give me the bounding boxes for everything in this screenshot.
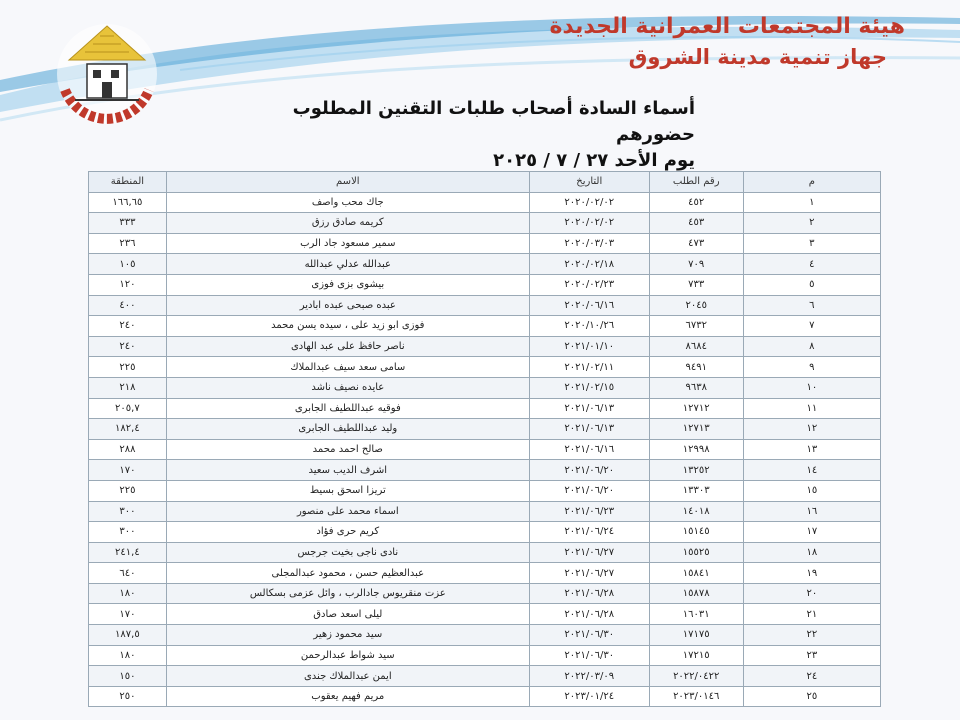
cell-request-number: ١٧٢١٥	[649, 645, 743, 666]
header-date: التاريخ	[529, 172, 649, 193]
cell-date: ٢٠٢١/٠٦/١٣	[529, 419, 649, 440]
cell-name: فوزى ابو زيد على ، سيده يسن محمد	[166, 316, 529, 337]
cell-request-number: ١٦٠٣١	[649, 604, 743, 625]
cell-name: اسماء محمد على منصور	[166, 501, 529, 522]
table-row	[89, 542, 881, 563]
table-row	[89, 336, 881, 357]
cell-serial: ٢١	[743, 604, 880, 625]
cell-area: ١٢٠	[89, 274, 167, 295]
cell-serial: ٨	[743, 336, 880, 357]
cell-serial: ١٩	[743, 563, 880, 584]
cell-date: ٢٠٢٣/٠١/٢٤	[529, 686, 649, 707]
cell-name: صالح احمد محمد	[166, 439, 529, 460]
cell-name: نادى ناجى بخيت جرجس	[166, 542, 529, 563]
table-row	[89, 213, 881, 234]
cell-area: ٢٣٦	[89, 233, 167, 254]
table-row	[89, 583, 881, 604]
cell-serial: ١٠	[743, 377, 880, 398]
cell-serial: ١٣	[743, 439, 880, 460]
cell-serial: ١٢	[743, 419, 880, 440]
cell-date: ٢٠٢١/٠٦/٢٣	[529, 501, 649, 522]
agency-name: جهاز تنمية مدينة الشروق	[628, 45, 887, 69]
cell-area: ٦٤٠	[89, 563, 167, 584]
organization-header	[549, 12, 905, 72]
applicants-table	[88, 171, 881, 707]
cell-name: تريزا اسحق بسيط	[166, 480, 529, 501]
cell-request-number: ١٥١٤٥	[649, 522, 743, 543]
cell-request-number: ٧٣٣	[649, 274, 743, 295]
cell-name: عايده نصيف ناشد	[166, 377, 529, 398]
cell-date: ٢٠٢١/٠٦/٢٧	[529, 542, 649, 563]
cell-serial: ٣	[743, 233, 880, 254]
cell-date: ٢٠٢١/٠٦/٢٠	[529, 480, 649, 501]
cell-serial: ٢	[743, 213, 880, 234]
table-header-row	[89, 172, 881, 193]
cell-date: ٢٠٢٠/٠٣/٠٣	[529, 233, 649, 254]
cell-request-number: ١٢٧١٢	[649, 398, 743, 419]
cell-area: ١٠٥	[89, 254, 167, 275]
cell-date: ٢٠٢١/٠٢/١٥	[529, 377, 649, 398]
cell-name: عبده صبحى عبده ابادير	[166, 295, 529, 316]
cell-area: ٢٠٥,٧	[89, 398, 167, 419]
header-name: الاسم	[166, 172, 529, 193]
cell-name: سمير مسعود جاد الرب	[166, 233, 529, 254]
cell-name: عزت منقريوس جادالرب ، وائل عزمى بسكالس	[166, 583, 529, 604]
cell-serial: ٢٤	[743, 666, 880, 687]
cell-name: جاك محب واصف	[166, 192, 529, 213]
cell-name: سامى سعد سيف عبدالملاك	[166, 357, 529, 378]
cell-name: مريم فهيم يعقوب	[166, 686, 529, 707]
table-row	[89, 460, 881, 481]
cell-date: ٢٠٢٠/٠٢/٠٢	[529, 192, 649, 213]
table-row	[89, 377, 881, 398]
cell-serial: ٤	[743, 254, 880, 275]
cell-serial: ١٥	[743, 480, 880, 501]
table-row	[89, 625, 881, 646]
cell-area: ١٧٠	[89, 604, 167, 625]
cell-serial: ١١	[743, 398, 880, 419]
cell-area: ٣٠٠	[89, 522, 167, 543]
cell-serial: ٩	[743, 357, 880, 378]
cell-request-number: ٩٦٣٨	[649, 377, 743, 398]
cell-date: ٢٠٢١/٠٦/١٣	[529, 398, 649, 419]
table-row	[89, 192, 881, 213]
cell-serial: ٦	[743, 295, 880, 316]
cell-name: فوقيه عبداللطيف الجابرى	[166, 398, 529, 419]
cell-request-number: ١٢٧١٣	[649, 419, 743, 440]
cell-request-number: ١٣٢٥٢	[649, 460, 743, 481]
cell-area: ٤٠٠	[89, 295, 167, 316]
cell-date: ٢٠٢٠/٠٢/١٨	[529, 254, 649, 275]
cell-serial: ٢٣	[743, 645, 880, 666]
cell-area: ١٨٠	[89, 645, 167, 666]
cell-name: كريم حرى فؤاد	[166, 522, 529, 543]
table-row	[89, 439, 881, 460]
cell-area: ٢٢٥	[89, 357, 167, 378]
cell-serial: ١٨	[743, 542, 880, 563]
cell-area: ٢٢٥	[89, 480, 167, 501]
cell-name: ايمن عبدالملاك جندى	[166, 666, 529, 687]
cell-name: عبدالعظيم حسن ، محمود عبدالمجلى	[166, 563, 529, 584]
cell-request-number: ١٥٨٧٨	[649, 583, 743, 604]
table-row	[89, 357, 881, 378]
cell-area: ٣٠٠	[89, 501, 167, 522]
cell-area: ٢٤٠	[89, 316, 167, 337]
cell-name: سيد شواط عبدالرحمن	[166, 645, 529, 666]
table-row	[89, 522, 881, 543]
table-row	[89, 398, 881, 419]
title-date-line: يوم الأحد ٢٧ / ٧ / ٢٠٢٥	[493, 150, 695, 171]
cell-name: سيد محمود زهير	[166, 625, 529, 646]
cell-date: ٢٠٢٠/٠٢/٢٣	[529, 274, 649, 295]
cell-request-number: ٤٧٣	[649, 233, 743, 254]
table-row	[89, 666, 881, 687]
cell-area: ٣٣٣	[89, 213, 167, 234]
cell-serial: ٢٢	[743, 625, 880, 646]
cell-request-number: ١٣٣٠٣	[649, 480, 743, 501]
cell-area: ٢١٨	[89, 377, 167, 398]
cell-area: ١٥٠	[89, 666, 167, 687]
cell-request-number: ١٥٨٤١	[649, 563, 743, 584]
cell-date: ٢٠٢١/٠٦/٣٠	[529, 625, 649, 646]
cell-request-number: ٦٧٣٢	[649, 316, 743, 337]
table-row	[89, 295, 881, 316]
cell-date: ٢٠٢١/٠٦/١٦	[529, 439, 649, 460]
cell-date: ٢٠٢١/٠٦/٣٠	[529, 645, 649, 666]
cell-area: ١٨٢,٤	[89, 419, 167, 440]
header-request-number: رقم الطلب	[649, 172, 743, 193]
cell-area: ٢٤١,٤	[89, 542, 167, 563]
cell-date: ٢٠٢١/٠٦/٢٠	[529, 460, 649, 481]
cell-area: ٢٨٨	[89, 439, 167, 460]
cell-serial: ١٧	[743, 522, 880, 543]
cell-serial: ١٦	[743, 501, 880, 522]
table-row	[89, 254, 881, 275]
cell-name: ليلى اسعد صادق	[166, 604, 529, 625]
cell-date: ٢٠٢٠/١٠/٢٦	[529, 316, 649, 337]
cell-area: ١٨٧,٥	[89, 625, 167, 646]
cell-area: ٢٤٠	[89, 336, 167, 357]
cell-serial: ٧	[743, 316, 880, 337]
cell-date: ٢٠٢٠/٠٢/٠٢	[529, 213, 649, 234]
cell-area: ١٨٠	[89, 583, 167, 604]
table-row	[89, 501, 881, 522]
table-row	[89, 316, 881, 337]
cell-serial: ٢٠	[743, 583, 880, 604]
cell-date: ٢٠٢١/٠١/١٠	[529, 336, 649, 357]
cell-date: ٢٠٢١/٠٦/٢٨	[529, 583, 649, 604]
table-row	[89, 274, 881, 295]
cell-area: ١٦٦,٦٥	[89, 192, 167, 213]
cell-name: اشرف الديب سعيد	[166, 460, 529, 481]
cell-serial: ٢٥	[743, 686, 880, 707]
cell-request-number: ١٤٠١٨	[649, 501, 743, 522]
table-row	[89, 419, 881, 440]
cell-date: ٢٠٢١/٠٦/٢٧	[529, 563, 649, 584]
cell-name: بيشوى بزى فوزى	[166, 274, 529, 295]
cell-request-number: ٧٠٩	[649, 254, 743, 275]
cell-name: وليد عبداللطيف الجابرى	[166, 419, 529, 440]
cell-date: ٢٠٢٢/٠٣/٠٩	[529, 666, 649, 687]
cell-serial: ٥	[743, 274, 880, 295]
table-row	[89, 480, 881, 501]
cell-request-number: ٢٠٢٣/٠١٤٦	[649, 686, 743, 707]
cell-name: كريمه صادق رزق	[166, 213, 529, 234]
cell-request-number: ١٢٩٩٨	[649, 439, 743, 460]
cell-request-number: ٩٤٩١	[649, 357, 743, 378]
authority-logo	[45, 12, 175, 132]
cell-date: ٢٠٢١/٠٢/١١	[529, 357, 649, 378]
document-title	[215, 96, 695, 174]
cell-name: ناصر حافظ على عبد الهادى	[166, 336, 529, 357]
organization-name: هيئة المجتمعات العمرانية الجديدة	[549, 14, 905, 39]
table-row	[89, 645, 881, 666]
cell-date: ٢٠٢١/٠٦/٢٨	[529, 604, 649, 625]
table-row	[89, 563, 881, 584]
cell-serial: ١	[743, 192, 880, 213]
cell-date: ٢٠٢٠/٠٦/١٦	[529, 295, 649, 316]
cell-name: عبدالله عدلي عبدالله	[166, 254, 529, 275]
cell-request-number: ٤٥٢	[649, 192, 743, 213]
title-line: أسماء السادة أصحاب طلبات التقنين المطلوب حضورهم	[292, 98, 695, 145]
cell-request-number: ٤٥٣	[649, 213, 743, 234]
cell-area: ٢٥٠	[89, 686, 167, 707]
table-row	[89, 686, 881, 707]
header-area: المنطقة	[89, 172, 167, 193]
cell-request-number: ٢٠٤٥	[649, 295, 743, 316]
cell-area: ١٧٠	[89, 460, 167, 481]
cell-request-number: ١٧١٧٥	[649, 625, 743, 646]
cell-serial: ١٤	[743, 460, 880, 481]
cell-request-number: ١٥٥٢٥	[649, 542, 743, 563]
header-serial: م	[743, 172, 880, 193]
cell-request-number: ٢٠٢٢/٠٤٢٢	[649, 666, 743, 687]
table-row	[89, 604, 881, 625]
table-row	[89, 233, 881, 254]
cell-date: ٢٠٢١/٠٦/٢٤	[529, 522, 649, 543]
cell-request-number: ٨٦٨٤	[649, 336, 743, 357]
